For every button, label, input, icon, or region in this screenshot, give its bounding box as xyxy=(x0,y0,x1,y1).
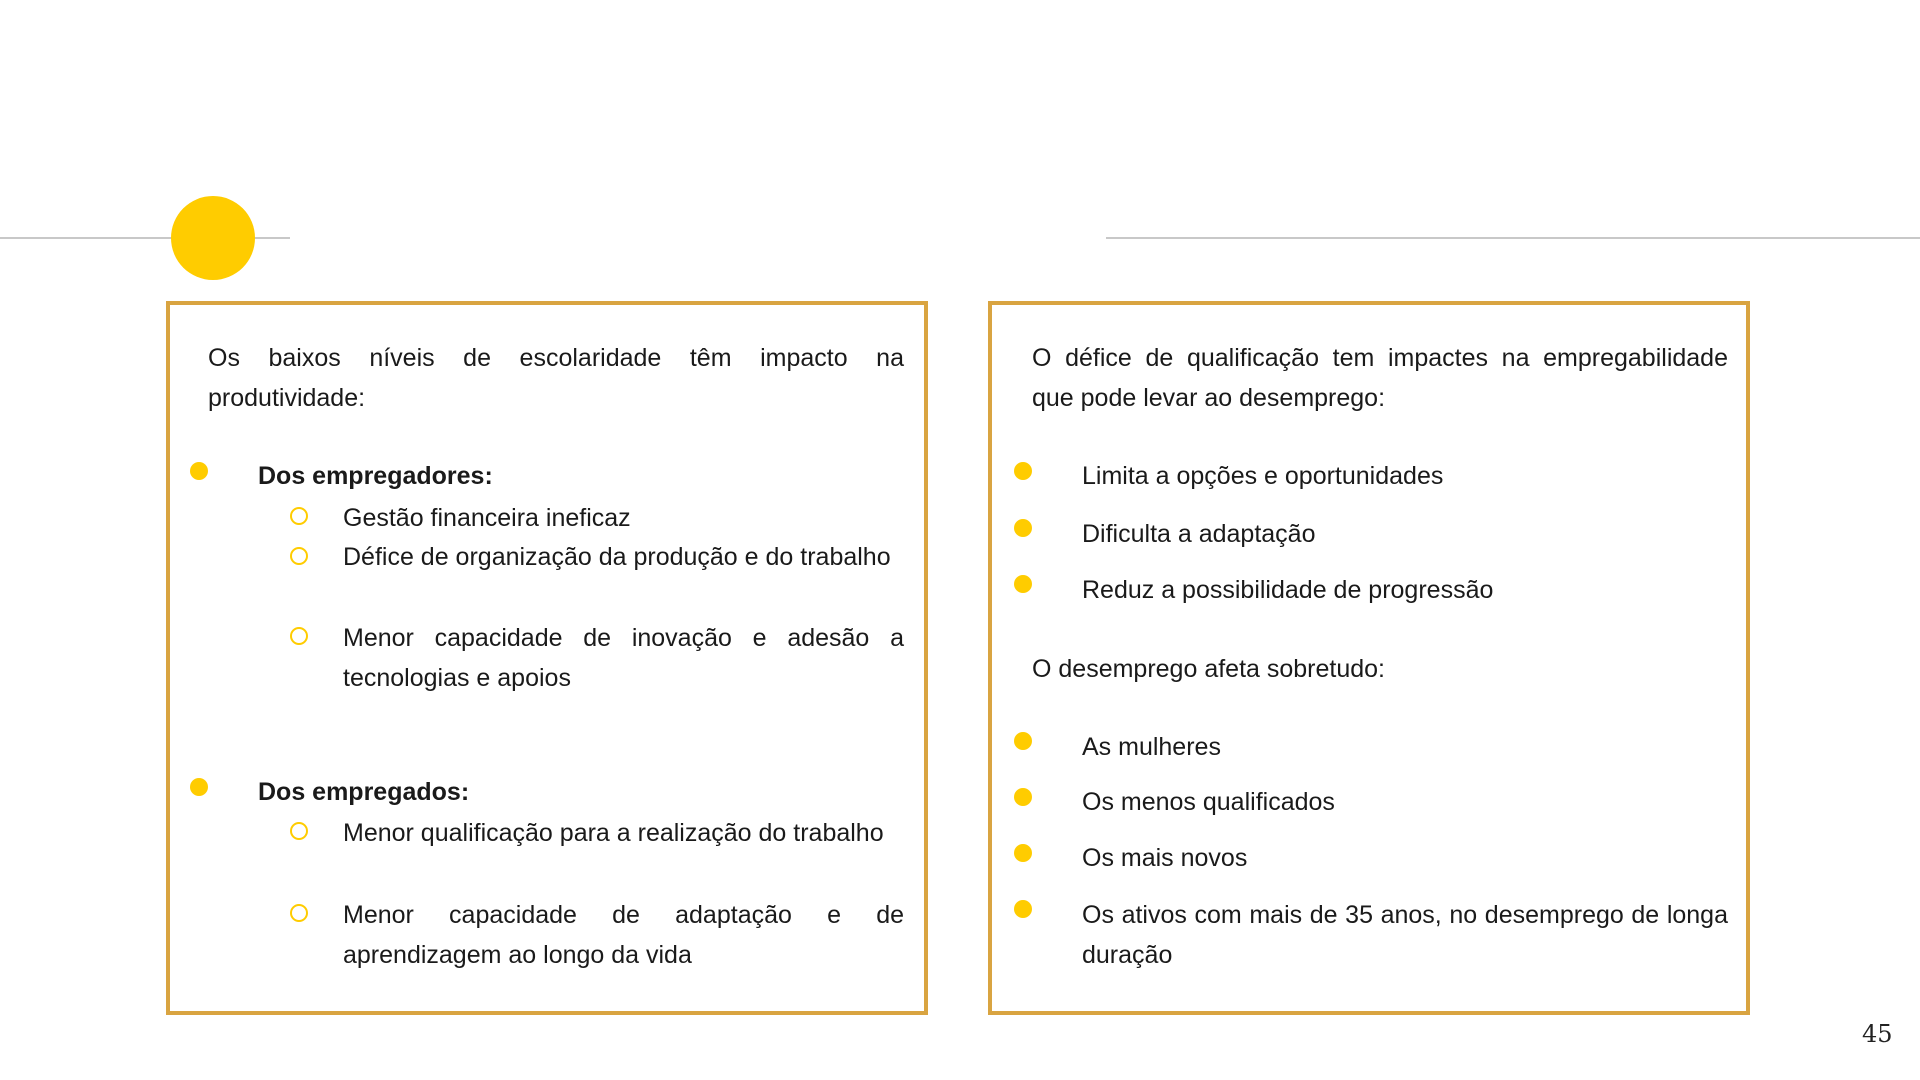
list-item: Os ativos com mais de 35 anos, no desemprego de longa duração xyxy=(1082,901,1728,969)
list-item: As mulheres xyxy=(1082,733,1221,761)
list-item: Menor capacidade de adaptação e de aprendizagem ao longo da vida xyxy=(343,901,904,969)
list-item: Dificulta a adaptação xyxy=(1082,520,1316,548)
header-line-right xyxy=(1106,237,1920,239)
list-item: Menor capacidade de inovação e adesão a tecnologias e apoios xyxy=(343,624,904,692)
sub-bullet-icon xyxy=(290,507,308,525)
right-intro-2: O desemprego afeta sobretudo: xyxy=(1032,655,1386,683)
list-item: Reduz a possibilidade de progressão xyxy=(1082,576,1494,604)
right-intro: O défice de qualificação tem impactes na empregabilidade que pode levar ao desemprego: xyxy=(1032,344,1728,412)
bullet-icon xyxy=(190,778,208,796)
left-intro: Os baixos níveis de escolaridade têm impacto na produtividade: xyxy=(208,344,904,412)
sub-bullet-icon xyxy=(290,822,308,840)
bullet-icon xyxy=(1014,732,1032,750)
bullet-icon xyxy=(1014,788,1032,806)
sub-bullet-icon xyxy=(290,904,308,922)
bullet-icon xyxy=(1014,519,1032,537)
sub-bullet-icon xyxy=(290,627,308,645)
sub-bullet-icon xyxy=(290,547,308,565)
list-item: Os mais novos xyxy=(1082,844,1248,872)
group-title: Dos empregados: xyxy=(258,778,470,806)
list-item: Menor qualificação para a realização do trabalho xyxy=(343,819,884,847)
bullet-icon xyxy=(1014,900,1032,918)
list-item: Gestão financeira ineficaz xyxy=(343,504,631,532)
bullet-icon xyxy=(190,462,208,480)
list-item: Défice de organização da produção e do trabalho xyxy=(343,543,891,571)
decorative-circle xyxy=(171,196,255,280)
group-title: Dos empregadores: xyxy=(258,462,493,490)
bullet-icon xyxy=(1014,575,1032,593)
bullet-icon xyxy=(1014,844,1032,862)
bullet-icon xyxy=(1014,462,1032,480)
page-number: 45 xyxy=(1862,1020,1893,1048)
list-item: Limita a opções e oportunidades xyxy=(1082,462,1444,490)
list-item: Os menos qualificados xyxy=(1082,788,1335,816)
